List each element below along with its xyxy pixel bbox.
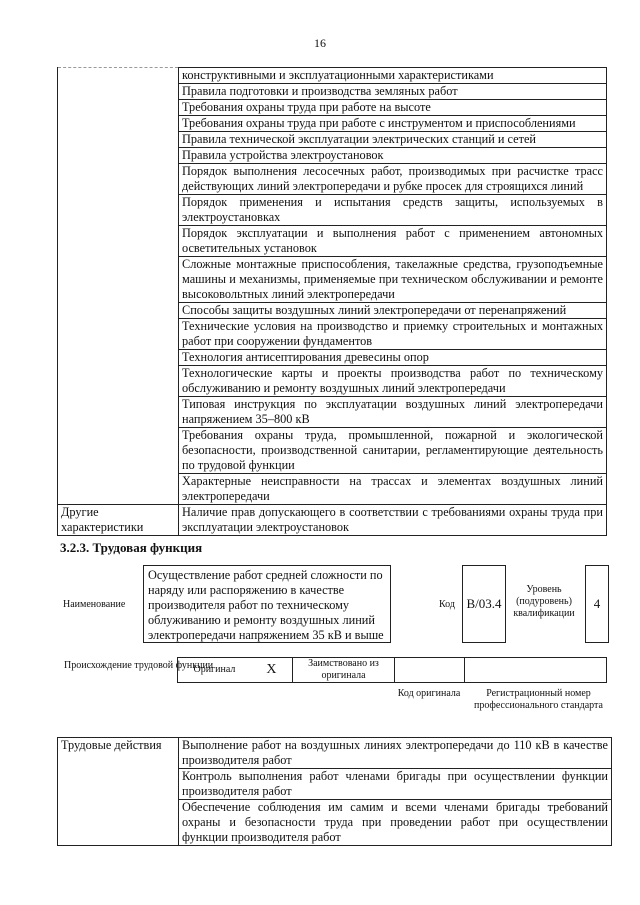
row-label	[58, 68, 179, 505]
original-mark: X	[266, 662, 277, 677]
row-text: Требования охраны труда при работе с инструментом и приспособлениями	[179, 116, 607, 132]
original-cell	[178, 658, 293, 682]
row-text: Порядок выполнения лесосечных работ, производимых при расчистке трасс действующих линий электропередачи и рубке просек для строящихся линий	[179, 164, 607, 195]
table-row	[58, 505, 607, 536]
row-label: Другие характеристики	[58, 505, 179, 536]
actions-table	[57, 737, 612, 846]
row-text: Типовая инструкция по эксплуатации воздушных линий электропередачи напряжением 35–800 кВ	[179, 397, 607, 428]
original-label: Оригинал	[193, 664, 236, 675]
function-name-box: Осуществление работ средней сложности по наряду или распоряжению в качестве производителя работ по техническому облуживанию и ремонту воздушных линий электропередачи напряжением 35 кВ и выше	[143, 565, 391, 643]
level-value: 4	[585, 565, 609, 643]
code-label: Код	[439, 599, 455, 610]
reg-number-label: Регистрационный номер профессионального стандарта	[474, 688, 603, 711]
row-text: Контроль выполнения работ членами бригады при осуществлении функции производителя работ	[179, 769, 612, 800]
orig-code-cell	[395, 658, 465, 682]
row-text: Способы защиты воздушных линий электропередачи от перенапряжений	[179, 303, 607, 319]
row-text: Характерные неисправности на трассах и элементах воздушных линий электропередачи	[179, 474, 607, 505]
level-label: Уровень (подуровень) квалификации	[513, 584, 575, 619]
section-heading: 3.2.3. Трудовая функция	[60, 540, 203, 555]
row-text: Правила подготовки и производства земляных работ	[179, 84, 607, 100]
row-text: Обеспечение соблюдения им самим и всеми членами бригады требований охраны и безопасности труда при проведении работ при осуществлении функции производителя работ	[179, 800, 612, 846]
row-text: Требования охраны труда, промышленной, пожарной и экологической безопасности, производственной санитарии, регламентирующие деятельность по трудовой функции	[179, 428, 607, 474]
code-value: B/03.4	[462, 565, 506, 643]
table-row	[58, 68, 607, 84]
origin-label: Происхождение трудовой функции	[64, 660, 214, 671]
name-label: Наименование	[63, 599, 126, 610]
row-text: Выполнение работ на воздушных линиях электропередачи до 110 кВ в качестве производителя работ	[179, 738, 612, 769]
row-text: Наличие прав допускающего в соответствии с требованиями охраны труда при эксплуатации электроустановок	[179, 505, 607, 536]
row-text: Правила технической эксплуатации электрических станций и сетей	[179, 132, 607, 148]
row-text: конструктивными и эксплуатационными характеристиками	[179, 68, 607, 84]
row-text: Правила устройства электроустановок	[179, 148, 607, 164]
table-row	[58, 738, 612, 769]
row-text: Технология антисептирования древесины опор	[179, 350, 607, 366]
page-number: 16	[314, 36, 326, 50]
origin-row	[177, 657, 607, 683]
row-text: Требования охраны труда при работе на высоте	[179, 100, 607, 116]
row-text: Порядок эксплуатации и выполнения работ с применением автономных осветительных установок	[179, 226, 607, 257]
row-label: Трудовые действия	[58, 738, 179, 846]
knowledge-table	[57, 67, 607, 536]
reg-number-cell	[465, 658, 606, 682]
row-text: Технические условия на производство и приемку строительных и монтажных работ при сооружении фундаментов	[179, 319, 607, 350]
orig-code-label: Код оригинала	[397, 688, 461, 699]
borrowed-label: Заимствовано из оригинала	[293, 658, 395, 682]
row-text: Технологические карты и проекты производства работ по техническому обслуживанию и ремонту воздушных линий электропередачи	[179, 366, 607, 397]
row-text: Порядок применения и испытания средств защиты, используемых в электроустановках	[179, 195, 607, 226]
row-text: Сложные монтажные приспособления, такелажные средства, грузоподъемные машины и механизмы, применяемые при техническом обслуживании и ремонте высоковольтных линий электропередачи	[179, 257, 607, 303]
